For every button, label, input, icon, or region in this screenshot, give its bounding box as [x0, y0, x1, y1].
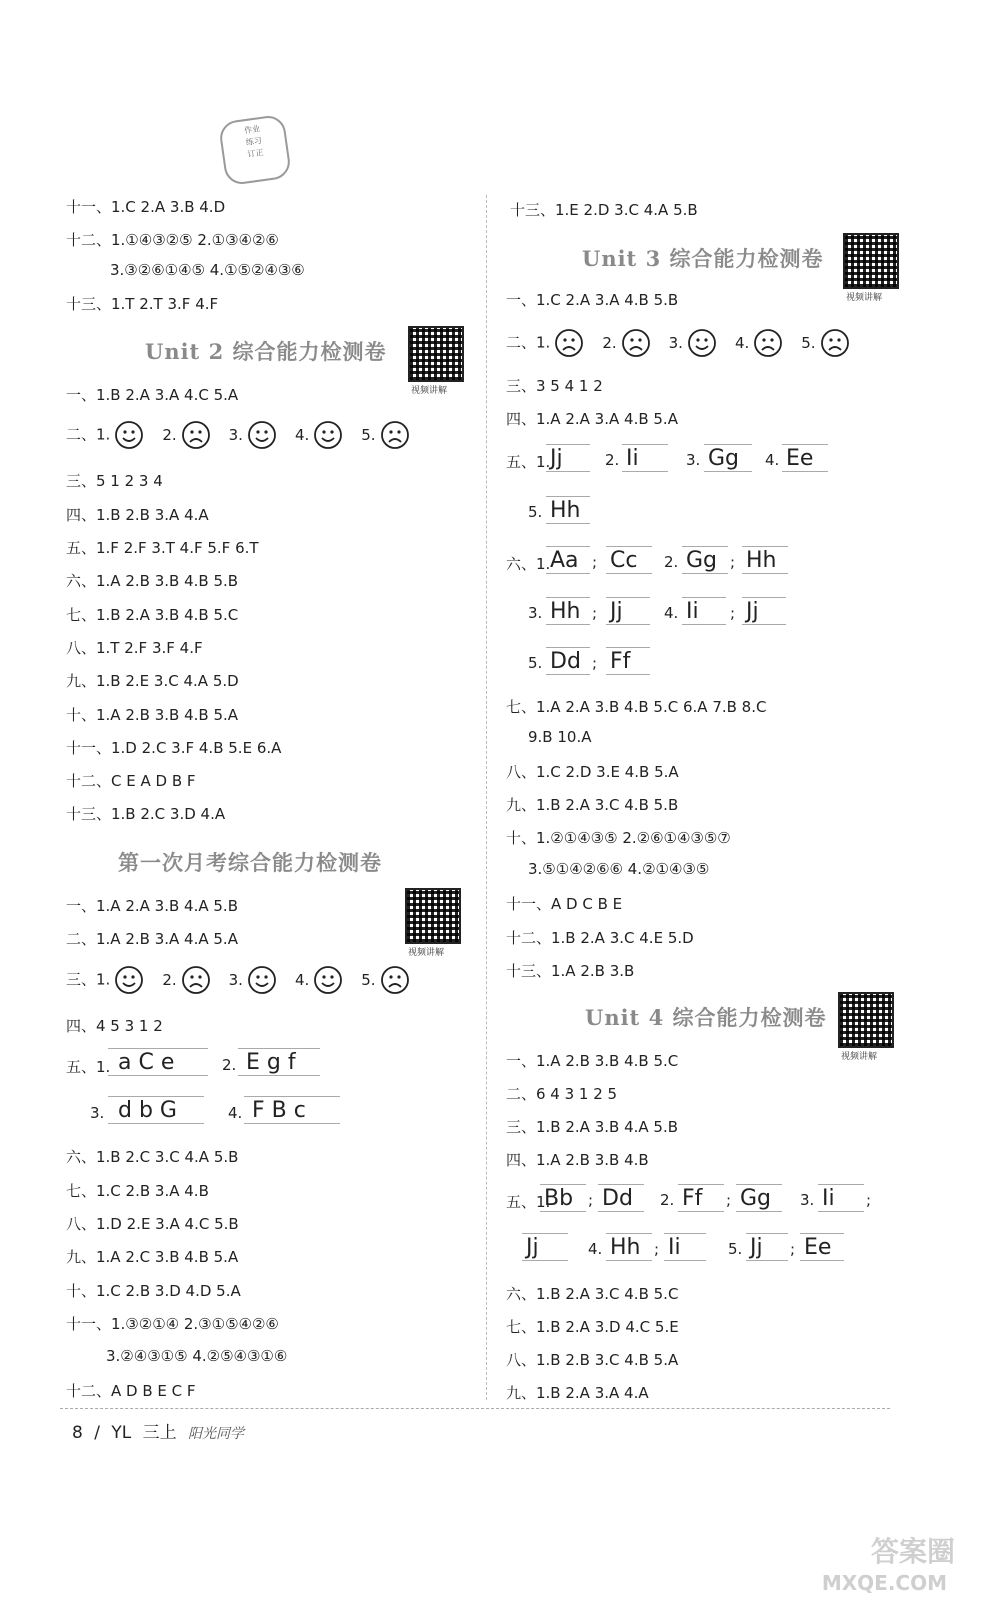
answer-line: 六、1.B 2.C 3.C 4.A 5.B — [66, 1148, 239, 1166]
copy-letters: Bb — [544, 1186, 574, 1211]
face-item — [110, 426, 148, 444]
answer-line: 一、1.A 2.A 3.B 4.A 5.B — [66, 897, 238, 915]
copy-letters: F B c — [252, 1098, 306, 1123]
face-item: 5. — [347, 426, 413, 444]
copy-letters: Jj — [750, 1235, 763, 1260]
copy-letters: E g f — [246, 1050, 296, 1075]
copy-letters: Dd — [550, 649, 581, 674]
answer-line: 九、1.B 2.E 3.C 4.A 5.D — [66, 672, 239, 690]
answer-line: 3. — [90, 1104, 105, 1122]
copy-lines — [704, 444, 752, 472]
answer-line: 十二、1.①④③②⑤ 2.①③④②⑥ — [66, 231, 279, 249]
answer-line: 3.③②⑥①④⑤ 4.①⑤②④③⑥ — [110, 261, 305, 279]
answer-line: 十、1.②①④③⑤ 2.②⑥①④③⑤⑦ — [506, 829, 731, 847]
happy-face-icon — [313, 420, 343, 450]
copy-letters: a C e — [118, 1050, 175, 1075]
sad-face-icon — [380, 420, 410, 450]
copy-lines — [682, 597, 726, 625]
item-number: ; — [588, 1191, 594, 1209]
answer-line: 十二、A D B E C F — [66, 1382, 196, 1400]
answer-line: 十、1.C 2.B 3.D 4.D 5.A — [66, 1282, 241, 1300]
answer-line: 3.⑤①④②⑥⑥ 4.②①④③⑤ — [528, 860, 710, 878]
sad-face-icon — [181, 965, 211, 995]
answer-line: 一、1.B 2.A 3.A 4.C 5.A — [66, 386, 239, 404]
section-title: Unit 2 综合能力检测卷 — [145, 339, 387, 364]
row-label: 二、1. — [506, 333, 551, 352]
face-item — [110, 971, 148, 989]
copy-letters: Gg — [686, 548, 718, 573]
item-number: ; — [730, 604, 736, 622]
answer-line: 一、1.C 2.A 3.A 4.B 5.B — [506, 291, 679, 309]
copy-lines — [546, 444, 590, 472]
sad-face-icon — [621, 328, 651, 358]
item-number: ; — [866, 1191, 872, 1209]
row-label: 五、1. — [66, 1058, 111, 1076]
watermark-url: MXQE.COM — [821, 1571, 947, 1595]
answer-line: 4. — [228, 1104, 243, 1122]
answer-line: 四、1.B 2.B 3.A 4.A — [66, 506, 209, 524]
answer-line: 十三、1.B 2.C 3.D 4.A — [66, 805, 226, 823]
answer-line: 八、1.T 2.F 3.F 4.F — [66, 639, 203, 657]
qr-label: 视频讲解 — [408, 948, 445, 958]
face-row — [66, 420, 414, 450]
copy-lines — [742, 597, 786, 625]
stamp-text: 订正 — [246, 147, 265, 160]
copy-lines — [598, 1184, 644, 1212]
copy-letters: Aa — [550, 548, 579, 573]
copy-letters: Jj — [550, 446, 563, 471]
face-item: 3. — [215, 971, 281, 989]
answer-line: 十一、1.③②①④ 2.③①⑤④②⑥ — [66, 1315, 279, 1333]
answer-line: 三、1.B 2.A 3.B 4.A 5.B — [506, 1118, 679, 1136]
face-item: 3. — [215, 426, 281, 444]
item-number: ; — [726, 1191, 732, 1209]
row-label: 六、1. — [506, 555, 551, 573]
face-item: 5. — [347, 971, 413, 989]
answer-line: 二、1.A 2.B 3.A 4.A 5.A — [66, 930, 238, 948]
answer-line: 八、1.B 2.B 3.C 4.B 5.A — [506, 1351, 679, 1369]
copy-lines — [606, 597, 650, 625]
copy-lines — [540, 1184, 586, 1212]
sad-face-icon — [380, 965, 410, 995]
copy-lines — [244, 1096, 340, 1124]
stamp-text: 作业 — [243, 124, 261, 136]
answer-line: 四、4 5 3 1 2 — [66, 1017, 163, 1035]
answer-line: 2. — [222, 1056, 237, 1074]
sad-face-icon — [181, 420, 211, 450]
row-label: 三、1. — [66, 970, 111, 989]
answer-line: 九、1.A 2.C 3.B 4.B 5.A — [66, 1248, 239, 1266]
copy-letters: Ee — [804, 1235, 832, 1260]
copy-lines — [736, 1184, 782, 1212]
copy-lines — [682, 546, 728, 574]
answer-line: 3.②④③①⑤ 4.②⑤④③①⑥ — [106, 1347, 288, 1365]
section-title: Unit 4 综合能力检测卷 — [585, 1005, 827, 1030]
answer-line: 九、1.B 2.A 3.A 4.A — [506, 1384, 649, 1402]
face-item: 4. — [281, 971, 347, 989]
item-number: 2. — [605, 451, 620, 469]
copy-lines — [546, 546, 590, 574]
copy-letters: Gg — [740, 1186, 772, 1211]
copy-lines — [818, 1184, 864, 1212]
sad-face-icon — [554, 328, 584, 358]
face-row — [506, 328, 854, 358]
face-item: 3. — [655, 334, 721, 352]
qr-code[interactable] — [843, 233, 899, 289]
row-label: 二、1. — [66, 425, 111, 444]
row-label: 五、1. — [506, 453, 551, 471]
answer-line: 十一、1.C 2.A 3.B 4.D — [66, 198, 226, 216]
watermark: 答案圈 — [870, 1535, 955, 1568]
copy-lines — [546, 496, 590, 524]
answer-line: 七、1.C 2.B 3.A 4.B — [66, 1182, 209, 1200]
copy-lines — [606, 647, 650, 675]
column-divider — [486, 195, 487, 1400]
item-number: ; — [592, 553, 598, 571]
copy-letters: Cc — [610, 548, 638, 573]
happy-face-icon — [313, 965, 343, 995]
sad-face-icon — [753, 328, 783, 358]
answer-line: 七、1.A 2.A 3.B 4.B 5.C 6.A 7.B 8.C — [506, 698, 767, 716]
item-number: 3. — [528, 604, 543, 622]
copy-lines — [606, 546, 652, 574]
copy-letters: Jj — [746, 599, 759, 624]
copy-letters: Ff — [610, 649, 631, 674]
copy-letters: Dd — [602, 1186, 633, 1211]
copy-lines — [606, 1233, 652, 1261]
answer-line: 十、1.A 2.B 3.B 4.B 5.A — [66, 706, 239, 724]
section-title: Unit 3 综合能力检测卷 — [582, 246, 824, 271]
copy-lines — [746, 1233, 788, 1261]
copy-letters: d b G — [118, 1098, 177, 1123]
copy-lines — [782, 444, 828, 472]
footer-divider — [60, 1408, 890, 1409]
answer-line: 一、1.A 2.B 3.B 4.B 5.C — [506, 1052, 679, 1070]
answer-line: 十二、1.B 2.A 3.C 4.E 5.D — [506, 929, 694, 947]
face-item: 5. — [787, 334, 853, 352]
face-item: 4. — [721, 334, 787, 352]
answer-line: 六、1.B 2.A 3.C 4.B 5.C — [506, 1285, 679, 1303]
stamp — [218, 114, 292, 187]
copy-letters: Ff — [682, 1186, 703, 1211]
item-number: 2. — [660, 1191, 675, 1209]
copy-letters: Hh — [610, 1235, 641, 1260]
copy-lines — [238, 1048, 320, 1076]
answer-line: 五、1.F 2.F 3.T 4.F 5.F 6.T — [66, 539, 259, 557]
qr-label: 视频讲解 — [411, 386, 448, 396]
qr-code[interactable] — [405, 888, 461, 944]
sad-face-icon — [820, 328, 850, 358]
copy-lines — [522, 1233, 568, 1261]
answer-line: 八、1.C 2.D 3.E 4.B 5.A — [506, 763, 679, 781]
answer-line: 九、1.B 2.A 3.C 4.B 5.B — [506, 796, 679, 814]
qr-code[interactable] — [408, 326, 464, 382]
item-number: ; — [654, 1240, 660, 1258]
copy-letters: Ee — [786, 446, 814, 471]
answer-line: 七、1.B 2.A 3.B 4.B 5.C — [66, 606, 239, 624]
answer-line: 四、1.A 2.A 3.A 4.B 5.A — [506, 410, 678, 428]
item-number: ; — [592, 654, 598, 672]
copy-lines — [108, 1048, 208, 1076]
copy-lines — [546, 597, 590, 625]
footer-sep: / — [94, 1423, 100, 1443]
copy-letters: Ii — [822, 1186, 835, 1211]
answer-line: 十三、1.A 2.B 3.B — [506, 962, 635, 980]
answer-line: 十三、1.E 2.D 3.C 4.A 5.B — [510, 201, 698, 219]
item-number: 4. — [664, 604, 679, 622]
happy-face-icon — [247, 965, 277, 995]
answer-line: 二、6 4 3 1 2 5 — [506, 1085, 618, 1103]
answer-line: 十一、1.D 2.C 3.F 4.B 5.E 6.A — [66, 739, 282, 757]
copy-lines — [742, 546, 788, 574]
answer-line: 十一、A D C B E — [506, 895, 623, 913]
face-item — [550, 334, 588, 352]
happy-face-icon — [114, 420, 144, 450]
section-title: 第一次月考综合能力检测卷 — [118, 850, 382, 875]
copy-letters: Jj — [526, 1235, 539, 1260]
item-number: 5. — [528, 654, 543, 672]
copy-letters: Hh — [550, 498, 581, 523]
copy-lines — [664, 1233, 706, 1261]
copy-lines — [622, 444, 668, 472]
answer-line: 十二、C E A D B F — [66, 772, 196, 790]
copy-letters: Hh — [746, 548, 777, 573]
footer — [72, 1418, 244, 1443]
answer-line: 七、1.B 2.A 3.D 4.C 5.E — [506, 1318, 679, 1336]
answer-line: 六、1.A 2.B 3.B 4.B 5.B — [66, 572, 239, 590]
face-item: 4. — [281, 426, 347, 444]
copy-letters: Gg — [708, 446, 740, 471]
happy-face-icon — [687, 328, 717, 358]
answer-line: 八、1.D 2.E 3.A 4.C 5.B — [66, 1215, 239, 1233]
item-number: ; — [730, 553, 736, 571]
face-item: 2. — [588, 334, 654, 352]
copy-letters: Ii — [626, 446, 639, 471]
item-number: 2. — [664, 553, 679, 571]
qr-label: 视频讲解 — [841, 1052, 878, 1062]
face-item: 2. — [148, 971, 214, 989]
answer-line: 三、3 5 4 1 2 — [506, 377, 603, 395]
qr-code[interactable] — [838, 992, 894, 1048]
item-number: ; — [592, 604, 598, 622]
edition-code: YL — [111, 1423, 132, 1443]
item-number: 5. — [728, 1240, 743, 1258]
face-item: 2. — [148, 426, 214, 444]
copy-lines — [800, 1233, 844, 1261]
copy-letters: Ii — [668, 1235, 681, 1260]
happy-face-icon — [247, 420, 277, 450]
qr-label: 视频讲解 — [846, 293, 883, 303]
brand-logo: 阳光同学 — [188, 1426, 245, 1442]
copy-lines — [678, 1184, 724, 1212]
item-number: ; — [790, 1240, 796, 1258]
happy-face-icon — [114, 965, 144, 995]
copy-letters: Hh — [550, 599, 581, 624]
copy-letters: Jj — [610, 599, 623, 624]
copy-letters: Ii — [686, 599, 699, 624]
answer-line: 十三、1.T 2.T 3.F 4.F — [66, 295, 219, 313]
copy-lines — [546, 647, 590, 675]
grade: 三上 — [142, 1423, 177, 1443]
row-label: 五、1. — [506, 1193, 551, 1211]
item-number: 4. — [588, 1240, 603, 1258]
item-number: 3. — [800, 1191, 815, 1209]
answer-line: 三、5 1 2 3 4 — [66, 472, 163, 490]
answer-line: 9.B 10.A — [528, 728, 592, 746]
page-number: 8 — [72, 1423, 83, 1443]
item-number: 5. — [528, 503, 543, 521]
item-number: 3. — [686, 451, 701, 469]
answer-line: 四、1.A 2.B 3.B 4.B — [506, 1151, 649, 1169]
stamp-text: 练习 — [245, 136, 263, 148]
item-number: 4. — [765, 451, 780, 469]
face-row — [66, 965, 414, 995]
copy-lines — [108, 1096, 204, 1124]
